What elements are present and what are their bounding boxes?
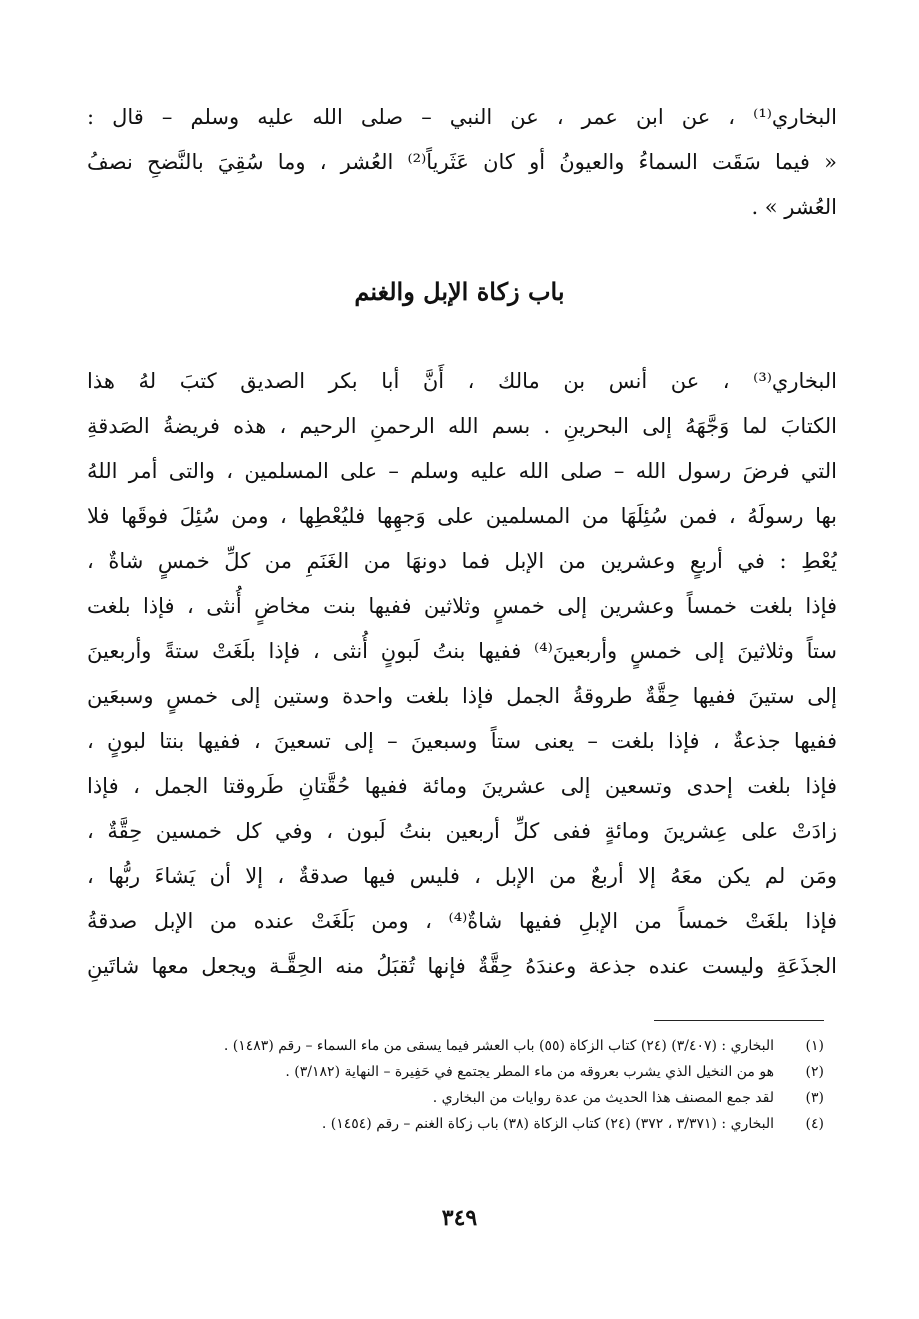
text-line: ففيها جذعةٌ ، فإذا بلغت – يعنى ستاً وسبعينَ – إلى تسعينَ ، ففيها بنتا لبونٍ ، [87,729,837,753]
text-line: الجذَعَةِ وليست عنده جذعة وعندَهُ حِقَّةٌ فإنها تُقبَلُ منه الحِقَّـة ويجعل معها شاتَينِ [87,954,837,978]
footnote-text: لقد جمع المصنف هذا الحديث من عدة روايات من البخاري . [432,1090,774,1106]
section-heading: باب زكاة الإبل والغنم [354,277,565,306]
text-line: ومَن لم يكن معَهُ إلا أربعٌ من الإبل ، فليس فيها صدقةٌ ، إلا أن يَشاءَ ربُّها ، [87,864,837,888]
text-line: بها رسولَهُ ، فمن سُئِلَهَا من المسلمين على وَجهِها فليُعْطِها ، ومن سُئِلَ فوقَها فلا [87,504,837,528]
footnote-number: (٢) [805,1064,824,1080]
intro-paragraph [87,95,837,230]
footnote-divider [654,1020,824,1021]
footnote-number: (٣) [805,1090,824,1106]
footnote-item [114,1086,824,1110]
text-line: زادَتْ على عِشرينَ ومائةٍ ففى كلِّ أربعين بنتُ لَبون ، وفي كل خمسين حِقَّةٌ ، [87,819,837,843]
footnote-item [114,1060,824,1084]
footnote-text: هو من النخيل الذي يشرب بعروقه من ماء المطر يجتمع في حَفِيرة – النهاية (٣/١٨٢) . [285,1064,774,1080]
text-line: فإذا بلغت إحدى وتسعين إلى عشرينَ ومائة ففيها حُقَّتانِ طَروقتا الجمل ، فإذا [87,774,837,798]
footnote-number: (١) [805,1038,824,1054]
body-paragraph [87,359,837,989]
footnote-text: البخاري : (٣/٣٧١ ، ٣٧٢) (٢٤) كتاب الزكاة (٣٨) باب زكاة الغنم – رقم (١٤٥٤) . [321,1116,774,1132]
text-line: العُشر » . [751,195,837,219]
footnote-text: البخاري : (٣/٤٠٧) (٢٤) كتاب الزكاة (٥٥) باب العشر فيما يسقى من ماء السماء – رقم (١٤٨٣) . [223,1038,774,1054]
text-line: فإذا بلغَتْ خمساً من الإبلِ ففيها شاةٌ⁽⁴⁾ ، ومن بَلَغَتْ عنده من الإبل صدقةُ [87,909,837,933]
footnote-item [114,1034,824,1058]
text-line: يُعْطِ : في أربعٍ وعشرين من الإبل فما دونهَا من الغَنَمِ من كلِّ خمسٍ شاةٌ ، [87,549,837,573]
text-line: ستاً وثلاثينَ إلى خمسٍ وأربعينَ⁽⁴⁾ ففيها بنتُ لَبونٍ أُنثى ، فإذا بلَغَتْ ستةً وأربعينَ [87,639,837,663]
text-line: « فيما سَقَت السماءُ والعيونُ أو كان عَثَرياً⁽²⁾ العُشر ، وما سُقِيَ بالنَّضحِ نصفُ [87,150,837,174]
footnote-item [114,1112,824,1136]
text-line: التي فرضَ رسول الله – صلى الله عليه وسلم – على المسلمين ، والتى أمر اللهُ [87,459,837,483]
text-line: الكتابَ لما وَجَّهَهُ إلى البحرينِ . بسم الله الرحمنِ الرحيم ، هذه فريضةُ الصَدقةِ [87,414,837,438]
text-line: فإذا بلغت خمساً وعشرين إلى خمسٍ وثلاثين ففيها بنت مخاضٍ أُنثى ، فإذا بلغت [87,594,837,618]
text-line: البخاري⁽³⁾ ، عن أنس بن مالك ، أَنَّ أبا بكر الصديق كتبَ لهُ هذا [87,369,837,393]
text-line: البخاري⁽¹⁾ ، عن ابن عمر ، عن النبي – صلى الله عليه وسلم – قال : [87,105,837,129]
page-number: ٣٤٩ [441,1205,478,1231]
footnote-number: (٤) [805,1116,824,1132]
text-line: إلى ستينَ ففيها حِقَّةٌ طروقةُ الجمل فإذا بلغت واحدة وستين إلى خمسٍ وسبعَين [87,684,837,708]
footnotes [114,1034,824,1138]
